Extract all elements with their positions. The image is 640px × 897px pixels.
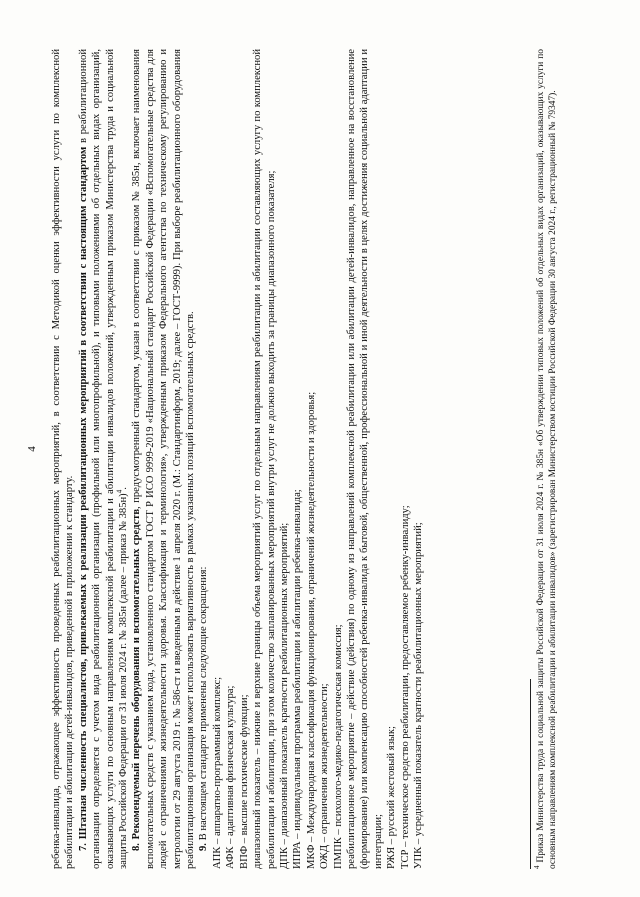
abbreviation-list: [211, 49, 426, 869]
paragraph-lead: 8. Рекомендуемый перечень оборудования и вспомогательных средств: [131, 508, 143, 851]
paragraph-lead: 7. Штатная численность специалистов, привлекаемых к реализации реабилитационных мероприятий в соответствии с настоящим стандартом: [77, 146, 89, 851]
abbreviation-item: РЖЯ – русский жестовый язык;: [386, 726, 398, 869]
rotated-sheet: [22, 25, 618, 873]
abbreviation-item: реабилитационное мероприятие – действие (действия) по одному из направлений комплексной реабилитации или абилитации детей-инвалидов, направленное на восстановление (формирование) или компенсацию способностей ребенка-инвалида к бытовой, общественной, профессиональной и иной деятельности в целях достижения социальной адаптации и интеграции;: [345, 49, 384, 869]
footnote-divider: [530, 679, 531, 869]
footnote-text: Приказ Министерства труда и социальной защиты Российской Федерации от 31 июля 2024 г. № 385н «Об утверждении типовых положений об отдельных видах организаций, оказывающих услуги по основным направлениям комплексной реабилитации и абилитации инвалидов» (зарегистрирован Министерством юстиции Российской Федерации 30 августа 2024 г., регистрационный № 79347).: [536, 49, 558, 869]
abbreviation-item: ИПРА – индивидуальная программа реабилитации и абилитации ребенка-инвалида;: [292, 489, 304, 869]
paragraph-text: , предусмотренный стандартом, указан в соответствии с приказом № 385н, включает наименования вспомогательных средств с указанием кода, установленного стандартом ГОСТ Р ИСО 9999-2019 «Национальный стандарт Российской Федерации «Вспомогательные средства для людей с ограничениями жизнедеятельности здоровья. Классификация и терминология», утвержденным приказом Федерального агентства по техническому регулированию и метрологии от 29 августа 2019 г. № 586-ст и введенным в действие 1 апреля 2020 г. (М.: Стандартинформ, 2019; далее – ГОСТ-9999). При выборе реабилитационного оборудования реабилитационная организация может использовать вариативность в рамках указанных позиций вспомогательных средств.: [131, 49, 197, 869]
paragraph-7: [77, 49, 131, 869]
abbreviation-item: АФК – адаптивная физическая культура;: [225, 685, 237, 869]
paragraph-8: [130, 49, 197, 869]
paragraph-text: ребенка-инвалида, отражающее эффективность проведенных реабилитационных мероприятий, в соответствии с Методикой оценки эффективности услуги по комплексной реабилитации и абилитации детей-инвалидов, приведенной в приложении к стандарту.: [51, 49, 76, 869]
abbreviation-item: УПК – усредненный показатель кратности реабилитационных мероприятий;: [412, 522, 424, 869]
abbreviation-item: АПК – аппаратно-программный комплекс;: [211, 676, 223, 869]
footnote: [532, 49, 559, 869]
body-text: [50, 49, 425, 869]
paragraph-text: в реабилитационной организации определяется с учетом вида реабилитационной организации (профильной или многопрофильной), и типовыми положениями об отдельных видах организаций, оказывающих услуги по основным направлениям комплексной реабилитации и абилитации инвалидов положений, утвержденным приказом Министерства труда и социальной защиты Российской Федерации от 31 июля 2024 г. № 385н (далее – приказ № 385н): [77, 49, 130, 869]
abbreviation-item: ТСР – техническое средство реабилитации, предоставляемое ребенку-инвалиду;: [399, 505, 411, 869]
paragraph-continuation: [50, 49, 77, 869]
paragraph-text: В настоящем стандарте применены следующие сокращения:: [198, 566, 210, 844]
abbreviation-item: МКФ – Международная классификация функционирования, ограничений жизнедеятельности и здоровья;: [305, 391, 317, 869]
paragraph-tail: .: [118, 487, 130, 490]
abbreviation-item: ОЖД – ограничения жизнедеятельности;: [319, 683, 331, 869]
footnote-mark: 4: [532, 865, 541, 869]
abbreviation-item: ДПК – диапазонный показатель кратности реабилитационных мероприятий;: [278, 522, 290, 869]
page-number: 4: [26, 446, 38, 452]
abbreviation-item: ВПФ – высшие психические функции;: [238, 694, 250, 869]
paragraph-9: [197, 49, 210, 869]
abbreviation-item: ПМПК – психолого-медико-педагогическая комиссия;: [332, 624, 344, 869]
footnote-ref[interactable]: 4: [115, 489, 124, 494]
abbreviation-item: диапазонный показатель – нижние и верхние границы объема мероприятий услуг по отдельным направлениям реабилитации и абилитации составляющих услугу по комплексной реабилитации и абилитации, при этом количество запланированных мероприятий внутри услуг не должно выходить за границы диапазонного показателя;: [252, 49, 277, 869]
paragraph-lead: 9.: [198, 843, 210, 851]
